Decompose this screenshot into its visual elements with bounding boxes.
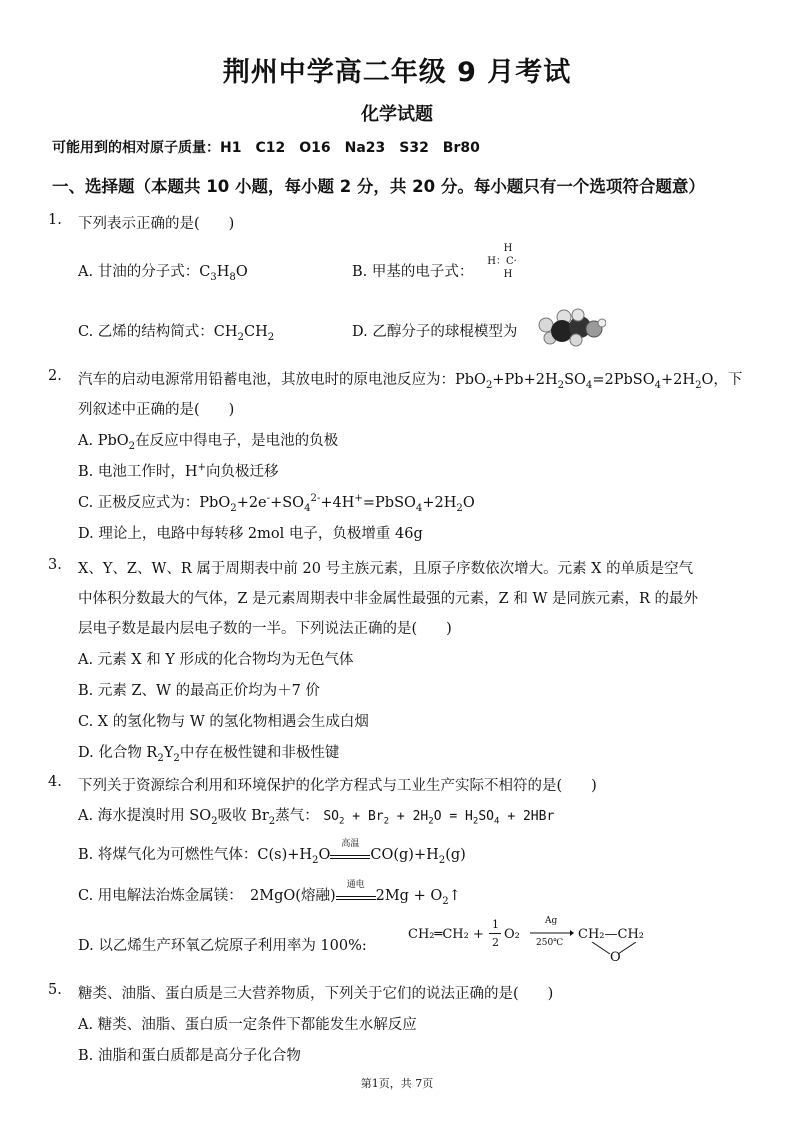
- subscript: 2: [173, 752, 180, 764]
- option-a: [78, 429, 338, 450]
- methyl-electron-formula: [484, 242, 520, 281]
- option-c: [78, 491, 475, 512]
- text: (g): [445, 847, 466, 863]
- eq-text: + 2HBr: [499, 809, 555, 824]
- text: 中存在极性键和非极性键: [179, 745, 340, 761]
- option-b: B. 元素 Z、W 的最高正价均为＋7 价: [78, 683, 320, 699]
- text: +Pb+2H: [492, 372, 558, 388]
- subscript: 4: [494, 816, 500, 827]
- subscript: 4: [654, 379, 662, 391]
- ethylene: CH₂═CH₂ +: [408, 927, 484, 942]
- subscript: 4: [304, 502, 311, 514]
- question-stem-line3: 层电子数是最内层电子数的一半。下列说法正确的是( ): [78, 621, 452, 637]
- text: =2PbSO: [592, 372, 655, 388]
- subscript: 2: [557, 379, 565, 391]
- text: O: [318, 847, 331, 863]
- text: B. 将煤气化为可燃性气体：C(s)+H: [78, 847, 313, 863]
- option-a: A. 元素 X 和 Y 形成的化合物均为无色气体: [78, 652, 354, 668]
- option-d: D. 以乙烯生产环氧乙烷原子利用率为 100%:: [78, 938, 367, 954]
- text: C. 正极反应式为：PbO: [78, 495, 231, 511]
- text: O: [462, 495, 475, 511]
- reaction-condition: [330, 839, 370, 859]
- exam-title: 荆州中学高二年级 9 月考试: [222, 57, 572, 88]
- superscript: +: [197, 462, 207, 474]
- subscript: 2: [428, 816, 434, 827]
- subscript: 2: [695, 379, 702, 391]
- text: +SO: [270, 495, 305, 511]
- subscript: 4: [415, 502, 423, 514]
- subscript: 2: [438, 854, 446, 866]
- subscript: 8: [229, 271, 236, 283]
- catalyst-label: Ag: [545, 916, 558, 926]
- text: +4H: [320, 495, 355, 511]
- option-c: [78, 320, 274, 341]
- temperature-label: 250℃: [536, 938, 564, 948]
- subscript: 2: [211, 815, 218, 827]
- text: 吸收 Br: [217, 808, 269, 824]
- question-stem: 糖类、油脂、蛋白质是三大营养物质，下列关于它们的说法正确的是( ): [78, 986, 554, 1002]
- option-c: C. X 的氢化物与 W 的氢化物相遇会生成白烟: [78, 714, 369, 730]
- reaction-arrow-icon: [530, 929, 574, 937]
- text: A. PbO: [78, 433, 129, 449]
- text: +2H: [661, 372, 696, 388]
- option-text: H: [216, 264, 230, 280]
- subscript: 2: [456, 502, 463, 514]
- question-number: 5.: [48, 982, 62, 998]
- superscript: 2-: [310, 493, 321, 505]
- eq-text: + Br: [344, 809, 384, 824]
- question-stem: 下列表示正确的是( ): [78, 216, 235, 232]
- eq-text: SO: [323, 809, 339, 824]
- epoxide-equation: [400, 916, 662, 968]
- text: D. 化合物 R: [78, 745, 158, 761]
- subscript: 2: [237, 331, 244, 343]
- text: +2H: [422, 495, 457, 511]
- superscript: -: [266, 493, 271, 505]
- exam-subtitle: 化学试题: [361, 104, 433, 125]
- subscript: 2: [312, 854, 319, 866]
- question-stem: 下列关于资源综合利用和环境保护的化学方程式与工业生产实际不相符的是( ): [78, 778, 597, 794]
- text: A. 海水提溴时用 SO: [78, 808, 212, 824]
- subscript: 3: [210, 271, 217, 283]
- text: Y: [163, 745, 174, 761]
- text: B. 电池工作时，H: [78, 464, 198, 480]
- text: 在反应中得电子，是电池的负极: [135, 433, 339, 449]
- eq-text: + 2H: [389, 809, 429, 824]
- question-stem-line1: [78, 368, 742, 389]
- option-a: [78, 804, 554, 825]
- option-c: [78, 880, 461, 907]
- subscript: 2: [128, 440, 136, 452]
- subscript: 2: [485, 379, 493, 391]
- option-a: A. 糖类、油脂、蛋白质一定条件下都能发生水解反应: [78, 1017, 417, 1033]
- ring-oxygen: O: [610, 950, 621, 965]
- ethanol-ball-stick-model: [536, 305, 606, 349]
- option-d: [78, 741, 339, 762]
- bromine-equation: [323, 809, 555, 827]
- option-b: [78, 839, 466, 866]
- question-number: 4.: [48, 774, 62, 790]
- page-footer: 第1页，共 7页: [360, 1077, 434, 1090]
- question-number: 1.: [48, 212, 62, 228]
- question-number: 2.: [48, 368, 62, 384]
- option-text: O: [235, 264, 248, 280]
- electron-formula-mid: H：C·: [487, 256, 517, 267]
- equals-bar: [330, 855, 370, 859]
- option-text: C. 乙烯的结构简式：CH: [78, 324, 238, 340]
- text: O，下: [701, 372, 743, 388]
- subscript: 2: [157, 752, 164, 764]
- option-text: A. 甘油的分子式：C: [78, 264, 211, 280]
- question-stem-line2: 中体积分数最大的气体，Z 是元素周期表中非金属性最强的元素，Z 和 W 是同族元素，R 的最外: [78, 591, 699, 607]
- option-b: [78, 460, 279, 481]
- question-stem-line1: X、Y、Z、W、R 属于周期表中前 20 号主族元素，且原子序数依次增大。元素 X 的单质是空气: [78, 561, 694, 577]
- question-stem-line2: 列叙述中正确的是( ): [78, 402, 235, 418]
- option-a: [78, 260, 248, 281]
- h-atom-top: H: [503, 243, 513, 254]
- eq-text: SO: [478, 809, 495, 824]
- h-atom-bottom: H: [503, 269, 513, 280]
- oxygen: O₂: [504, 927, 520, 942]
- subscript: 2: [383, 816, 390, 827]
- subscript: 2: [472, 816, 479, 827]
- text: CO(g)+H: [370, 847, 439, 863]
- subscript: 2: [230, 502, 237, 514]
- fraction-denominator: 2: [492, 936, 499, 949]
- text: +2e: [236, 495, 267, 511]
- text: C. 用电解法治炼金属镁： 2MgO(熔融): [78, 888, 336, 904]
- question-number: 3.: [48, 557, 62, 573]
- reaction-condition: [336, 880, 376, 900]
- text: 向负极迁移: [206, 464, 279, 480]
- text: 汽车的启动电源常用铅蓄电池，其放电时的原电池反应为：PbO: [78, 372, 486, 388]
- text: ↑: [448, 888, 461, 904]
- fraction-bar: [489, 933, 501, 934]
- fraction-numerator: 1: [492, 918, 499, 931]
- option-b: B. 油脂和蛋白质都是高分子化合物: [78, 1048, 301, 1064]
- option-b: B. 甲基的电子式：: [352, 264, 474, 280]
- option-text: CH: [244, 324, 268, 340]
- subscript: 4: [585, 379, 593, 391]
- atomic-masses: 可能用到的相对原子质量：H1 C12 O16 Na23 S32 Br80: [52, 140, 480, 156]
- option-d: D. 乙醇分子的球棍模型为: [352, 324, 518, 340]
- ethylene-oxide: CH₂—CH₂: [578, 927, 644, 942]
- superscript: +: [354, 493, 363, 505]
- section-heading: 一、选择题（本题共 10 小题，每小题 2 分，共 20 分。每小题只有一个选项符合题意）: [52, 177, 705, 196]
- option-d: D. 理论上，电路中每转移 2mol 电子，负极增重 46g: [78, 526, 423, 542]
- subscript: 2: [339, 816, 345, 827]
- text: SO: [564, 372, 586, 388]
- equals-bar: [336, 896, 376, 900]
- text: 蒸气：: [275, 808, 319, 824]
- subscript: 2: [442, 895, 449, 907]
- subscript: 2: [267, 331, 275, 343]
- text: =PbSO: [362, 495, 416, 511]
- eq-text: O = H: [433, 809, 473, 824]
- condition-label: 通电: [346, 880, 365, 890]
- condition-label: 高温: [341, 839, 360, 849]
- subscript: 2: [268, 815, 276, 827]
- text: 2Mg + O: [375, 888, 443, 904]
